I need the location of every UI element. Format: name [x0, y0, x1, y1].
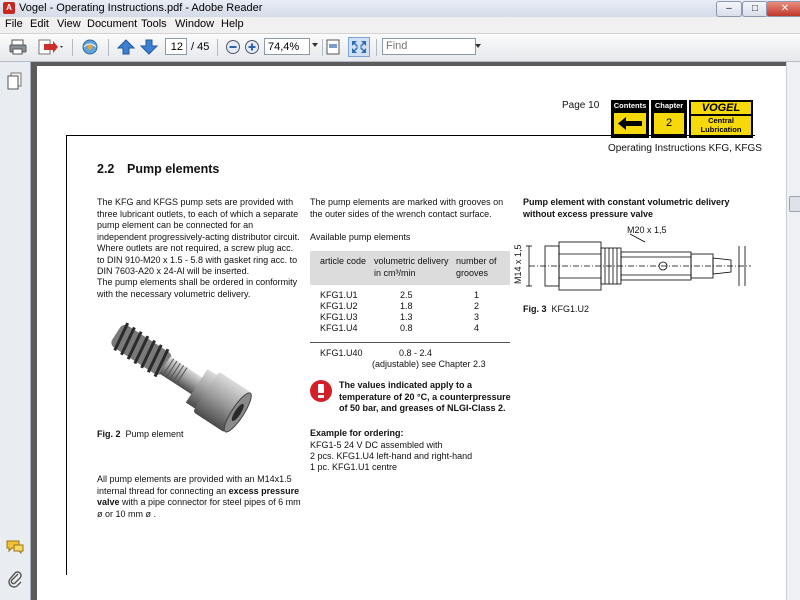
ordering-title: Example for ordering: — [310, 428, 404, 438]
col1-paragraph-2: The pump elements shall be ordered in conformity with the necessary volumetric delivery. — [97, 277, 298, 299]
menu-bar — [0, 17, 800, 34]
row3-delivery: 1.3 — [400, 312, 413, 322]
row2-delivery: 1.8 — [400, 301, 413, 311]
row2-grooves: 2 — [474, 301, 480, 311]
row3-grooves: 3 — [474, 312, 480, 322]
row1-grooves: 1 — [474, 290, 480, 300]
row5-delivery: 0.8 - 2.4 — [399, 348, 433, 358]
ordering-line-3: 1 pc. KFG1.U1 centre — [310, 462, 398, 472]
minimize-button[interactable]: – — [716, 1, 742, 17]
dimension-m14: M14 x 1,5 — [513, 244, 523, 284]
brand-subtitle — [691, 116, 751, 136]
page-label: Page 10 — [562, 100, 600, 111]
toolbar — [0, 34, 800, 62]
pdf-page — [37, 66, 786, 600]
col3-title: Pump element with constant volumetric delivery without excess pressure valve — [523, 197, 730, 219]
paperclip-icon[interactable] — [7, 570, 23, 591]
menu-help[interactable]: Help — [221, 18, 244, 30]
find-input[interactable] — [382, 38, 476, 55]
col1-p3-text-a: All pump elements are provided with an M14x1.5 internal thread for connecting an — [97, 474, 292, 496]
fig2-caption: Pump element — [125, 429, 184, 439]
down-arrow-icon[interactable] — [139, 38, 159, 56]
col1-p3-text-c: with a pipe connector for steel pipes of 6 mm ø or 10 mm ø . — [97, 497, 301, 519]
col1-paragraph-1: The KFG and KFGS pump sets are provided with three lubricant outlets, to each of which a separate pump element can be connected for an independent progressively-acting distributor circuit. Where outlets are not required, a screw plug acc. to DIN 910-M20 x 1.5 - 5.8 with gasket ring acc. to DIN 7603-A20 x 24-Al will be inserted. — [97, 197, 300, 276]
col2-paragraph-1: The pump elements are marked with grooves on the outer sides of the wrench contact surface. — [310, 197, 504, 219]
warning-text: The values indicated apply to a temperature of 20 °C, a counterpressure of 50 bar, and greases of NLGI-Class 2. — [339, 380, 511, 413]
maximize-button[interactable]: □ — [742, 1, 768, 17]
menu-view[interactable]: View — [57, 18, 81, 30]
row1-delivery: 2.5 — [400, 290, 413, 300]
row1-code: KFG1.U1 — [320, 290, 358, 300]
row4-grooves: 4 — [474, 323, 480, 333]
row2-code: KFG1.U2 — [320, 301, 358, 311]
ordering-line-2: 2 pcs. KFG1.U4 left-hand and right-hand — [310, 451, 473, 461]
zoom-dropdown-icon[interactable] — [312, 43, 318, 47]
chapter-number: 2 — [654, 113, 684, 134]
row5-code: KFG1.U40 — [320, 348, 363, 358]
zoom-select[interactable]: 74,4% — [264, 38, 310, 55]
left-rule — [66, 135, 67, 575]
menu-tools[interactable]: Tools — [141, 18, 167, 30]
printer-icon[interactable] — [8, 38, 28, 56]
collaborate-icon[interactable] — [80, 38, 100, 56]
close-button[interactable]: ✕ — [766, 1, 800, 17]
zoom-in-icon[interactable] — [243, 38, 263, 56]
page-number-input[interactable]: 12 — [165, 38, 187, 55]
brand-sub-1: Central — [708, 116, 734, 125]
vogel-logo — [689, 100, 753, 138]
zoom-out-icon[interactable] — [224, 38, 244, 56]
row5-note: (adjustable) see Chapter 2.3 — [372, 359, 486, 369]
page-total: / 45 — [191, 41, 210, 53]
warning-icon — [310, 380, 332, 402]
back-arrow-icon — [614, 113, 646, 134]
window-title: Vogel - Operating Instructions.pdf - Adobe Reader — [19, 2, 263, 14]
fig3-number: Fig. 3 — [523, 304, 547, 314]
table-header-delivery: volumetric delivery in cm³/min — [374, 256, 449, 278]
fullscreen-icon[interactable] — [348, 37, 370, 57]
fig3-label — [523, 304, 589, 316]
technical-drawing — [525, 224, 755, 294]
col1-paragraph-3 — [97, 474, 302, 520]
dimension-m20: M20 x 1,5 — [627, 225, 667, 235]
scrollbar-thumb[interactable] — [789, 196, 800, 212]
fig3-caption: KFG1.U2 — [551, 304, 590, 314]
menu-document[interactable]: Document — [87, 18, 138, 30]
header-rule — [66, 135, 755, 136]
pages-icon[interactable] — [7, 72, 23, 93]
brand-name: VOGEL — [691, 102, 751, 114]
section-title: Pump elements — [127, 162, 220, 176]
vertical-scrollbar[interactable] — [786, 62, 800, 600]
chapter-button[interactable] — [651, 100, 687, 138]
title-bar — [0, 0, 800, 18]
table-header — [310, 251, 510, 285]
chapter-label: Chapter — [654, 101, 684, 110]
pump-table-body — [310, 286, 510, 346]
contents-button[interactable] — [611, 100, 649, 138]
col1-p3-bold: excess pressure valve — [97, 485, 300, 507]
pump-element-photo — [93, 316, 268, 441]
menu-window[interactable]: Window — [175, 18, 215, 30]
menu-file[interactable]: File — [5, 18, 23, 30]
table-header-grooves: number of grooves — [456, 256, 497, 278]
find-dropdown-icon[interactable] — [475, 44, 481, 48]
fit-page-icon[interactable] — [323, 38, 343, 56]
available-elements-heading: Available pump elements — [310, 232, 411, 242]
share-icon[interactable] — [36, 38, 64, 56]
row3-code: KFG1.U3 — [320, 312, 358, 322]
header-doc-title: Operating Instructions KFG, KFGS — [608, 143, 762, 154]
menu-edit[interactable]: Edit — [30, 18, 49, 30]
row4-code: KFG1.U4 — [320, 323, 358, 333]
section-number: 2.2 — [97, 162, 115, 176]
fig2-number: Fig. 2 — [97, 429, 121, 439]
table-header-code: article code — [320, 256, 367, 266]
contents-label: Contents — [613, 101, 647, 110]
navigation-panel — [0, 62, 31, 600]
table-divider — [310, 342, 510, 343]
ordering-line-1: KFG1-5 24 V DC assembled with — [310, 440, 443, 450]
brand-sub-2: Lubrication — [700, 125, 742, 134]
adobe-reader-icon: A — [3, 2, 15, 14]
fig2-label — [97, 429, 184, 441]
row4-delivery: 0.8 — [400, 323, 413, 333]
comments-icon[interactable] — [6, 540, 24, 557]
up-arrow-icon[interactable] — [116, 38, 136, 56]
